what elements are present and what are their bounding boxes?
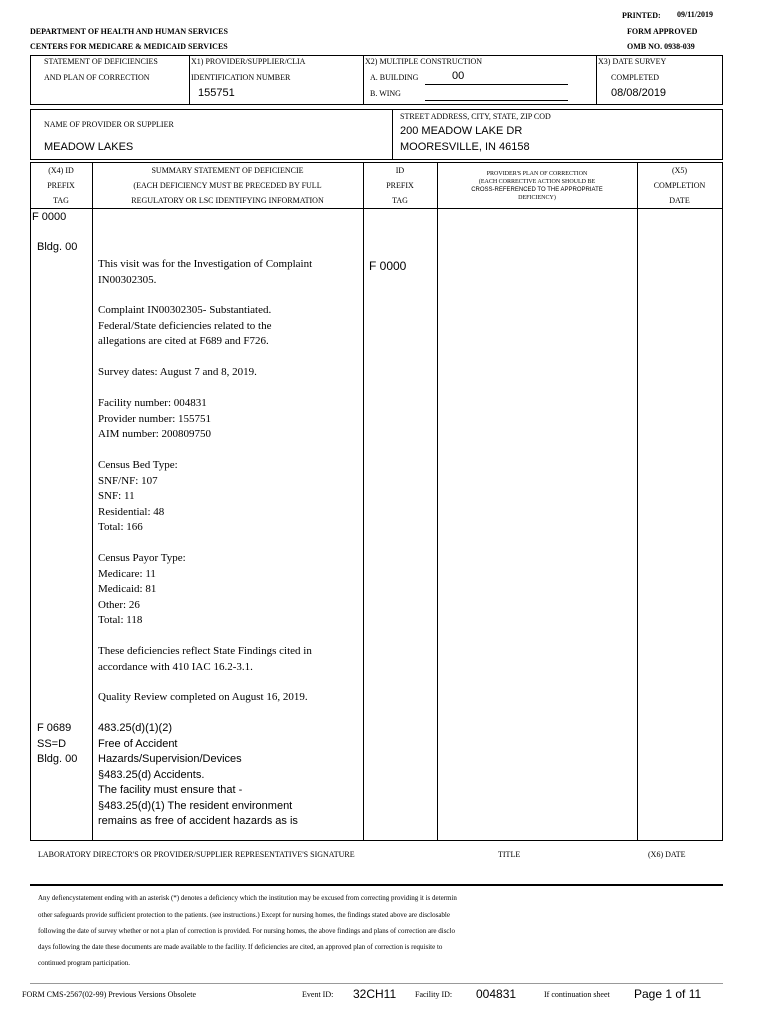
paragraph-state-findings: These deficiencies reflect State Findings cited in accordance with 410 IAC 16.2-3.1. <box>98 645 312 673</box>
tag-f0000: F 0000 <box>32 211 67 223</box>
table-divider-2 <box>363 162 364 840</box>
plan-header-3: CROSS-REFERENCED TO THE APPROPRIATE <box>471 187 603 193</box>
box2-left-rule <box>30 109 31 159</box>
address-line-1: 200 MEADOW LAKE DR <box>400 125 523 137</box>
id-header-2: PREFIX <box>386 181 414 190</box>
box2-bottom-rule <box>30 159 723 160</box>
paragraph-quality-review: Quality Review completed on August 16, 2019. <box>98 691 308 703</box>
paragraph-visit: This visit was for the Investigation of Complaint IN00302305. <box>98 258 313 286</box>
id-tag-f0000: F 0000 <box>369 259 407 273</box>
box2-top-rule <box>30 109 723 110</box>
paragraph-census-payor: Census Payor Type: Medicare: 11 Medicaid: 81 Other: 26 Total: 118 <box>98 552 186 626</box>
box1-right-rule <box>722 55 723 104</box>
wing-underline <box>425 100 568 101</box>
x5-header-3: DATE <box>669 196 690 205</box>
provider-id-label-2: IDENTIFICATION NUMBER <box>191 73 291 82</box>
paragraph-facility: Facility number: 004831 Provider number: 155751 AIM number: 200809750 <box>98 397 212 440</box>
table-divider-3 <box>437 162 438 840</box>
footer-rule <box>30 983 723 984</box>
table-bottom-rule <box>30 840 723 841</box>
table-right-rule <box>722 162 723 840</box>
x5-header-2: COMPLETION <box>653 181 706 190</box>
x4-header-3: TAG <box>53 196 69 205</box>
id-header-1: ID <box>395 166 405 175</box>
id-header-3: TAG <box>392 196 408 205</box>
date-label: (X6) DATE <box>648 850 686 859</box>
disclaimer-line-1: Any defiencystatement ending with an asterisk (*) denotes a deficiency which the institution may be excused from correcting providing it is determin <box>38 894 457 902</box>
paragraph-survey-dates: Survey dates: August 7 and 8, 2019. <box>98 366 257 378</box>
printed-date: 09/11/2019 <box>677 10 714 19</box>
disclaimer-line-2: other safeguards provide sufficient protection to the patients. (see instructions.) Except for nursing homes, the findings stated above are disclosable <box>38 911 450 919</box>
paragraph-census-bed: Census Bed Type: SNF/NF: 107 SNF: 11 Residential: 48 Total: 166 <box>98 459 178 533</box>
box2-right-rule <box>722 109 723 159</box>
facility-id-label: Facility ID: <box>415 990 453 999</box>
date-survey-label-2: COMPLETED <box>611 73 659 82</box>
provider-id-value: 155751 <box>198 87 235 99</box>
box1-bottom-rule <box>30 104 723 105</box>
provider-id-label-1: X1) PROVIDER/SUPPLIER/CLIA <box>191 57 306 66</box>
box1-divider-1 <box>189 55 190 104</box>
page-number: Page 1 of 11 <box>634 987 702 1001</box>
columns-top-rule <box>30 162 723 163</box>
table-left-rule <box>30 162 31 840</box>
provider-name-value: MEADOW LAKES <box>44 141 134 153</box>
disclaimer-line-3: following the date of survey whether or not a plan of correction is provided. For nursing homes, the above findings and plans of correction are disclo <box>38 927 455 935</box>
box2-divider <box>392 109 393 159</box>
x5-header-1: (X5) <box>671 166 688 175</box>
continuation-label: If continuation sheet <box>544 990 610 999</box>
wing-label: B. WING <box>370 89 401 98</box>
x4-header-1: (X4) ID <box>48 166 74 175</box>
form-number: FORM CMS-2567(02-99) Previous Versions Obsolete <box>22 990 197 999</box>
signature-label: LABORATORY DIRECTOR'S OR PROVIDER/SUPPLIER REPRESENTATIVE'S SIGNATURE <box>38 850 355 859</box>
box1-left-rule <box>30 55 31 104</box>
summary-header-2: (EACH DEFICIENCY MUST BE PRECEDED BY FULL <box>133 181 322 190</box>
statement-label-2: AND PLAN OF CORRECTION <box>44 73 150 82</box>
address-line-2: MOORESVILLE, IN 46158 <box>400 141 530 153</box>
building-label: A. BUILDING <box>370 73 419 82</box>
event-id-value: 32CH11 <box>353 987 397 1001</box>
building-value: 00 <box>452 70 465 82</box>
omb-number: OMB NO. 0938-039 <box>627 42 695 51</box>
date-survey-label-1: X3) DATE SURVEY <box>598 57 667 66</box>
event-id-label: Event ID: <box>302 990 334 999</box>
disclaimer-line-4: days following the date these documents are made available to the facility. If deficiencies are cited, an approved plan of correction is requisite to <box>38 943 443 951</box>
title-label: TITLE <box>498 850 521 859</box>
paragraph-complaint: Complaint IN00302305- Substantiated. Federal/State deficiencies related to the allegations are cited at F689 and F726. <box>98 304 272 347</box>
plan-header-1: PROVIDER'S PLAN OF CORRECTION <box>486 171 588 177</box>
box1-divider-3 <box>596 55 597 104</box>
address-label: STREET ADDRESS, CITY, STATE, ZIP COD <box>400 112 551 121</box>
tag-f0689: F 0689 SS=D Bldg. 00 <box>37 722 78 765</box>
plan-header-2: (EACH CORRECTIVE ACTION SHOULD BE <box>478 179 596 185</box>
plan-header-4: DEFICIENCY) <box>518 195 556 201</box>
table-divider-1 <box>92 162 93 840</box>
department-title: DEPARTMENT OF HEALTH AND HUMAN SERVICES <box>30 27 228 36</box>
summary-header-3: REGULATORY OR LSC IDENTIFYING INFORMATION <box>131 196 324 205</box>
disclaimer-line-5: continued program participation. <box>38 959 130 967</box>
paragraph-f689-regulation: 483.25(d)(1)(2) Free of Accident Hazards/Supervision/Devices §483.25(d) Accidents. The facility must ensure that - §483.25(d)(1) The resident environment remains as free of accident hazards as is <box>98 722 298 827</box>
box1-top-rule <box>30 55 723 56</box>
centers-title: CENTERS FOR MEDICARE & MEDICAID SERVICES <box>30 42 228 51</box>
summary-header-1: SUMMARY STATEMENT OF DEFICIENCIE <box>151 166 304 175</box>
box1-divider-2 <box>363 55 364 104</box>
building-underline <box>425 84 568 85</box>
multiple-construction-label: X2) MULTIPLE CONSTRUCTION <box>365 57 483 66</box>
provider-name-label: NAME OF PROVIDER OR SUPPLIER <box>44 120 174 129</box>
columns-header-rule <box>30 208 723 209</box>
facility-id-value: 004831 <box>476 987 517 1001</box>
statement-label-1: STATEMENT OF DEFICIENCIES <box>44 57 158 66</box>
x4-header-2: PREFIX <box>47 181 75 190</box>
date-survey-value: 08/08/2019 <box>611 87 667 99</box>
printed-label: PRINTED: <box>622 11 661 20</box>
table-divider-4 <box>637 162 638 840</box>
form-approved: FORM APPROVED <box>627 27 698 36</box>
signature-rule <box>30 884 723 886</box>
bldg-00: Bldg. 00 <box>37 241 78 253</box>
